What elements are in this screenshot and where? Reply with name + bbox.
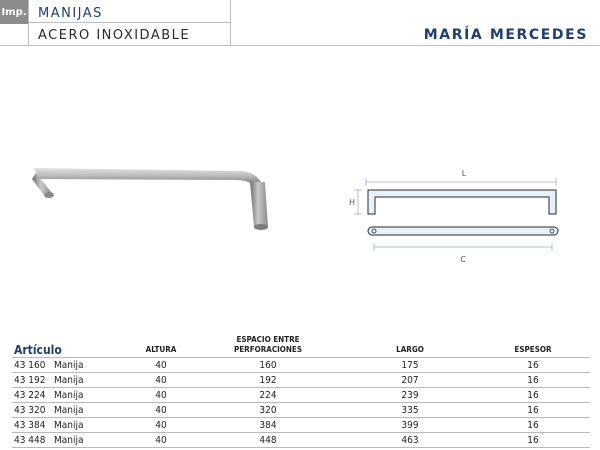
spacing-cell: 448 [192,433,344,448]
table-row [12,403,590,418]
article-code: 43 192 [14,374,46,386]
length-cell: 335 [344,403,476,418]
spec-table [12,335,590,448]
height-cell: 40 [130,433,192,448]
header-height: ALTURA [145,345,177,354]
length-cell: 463 [344,433,476,448]
table-row [12,358,590,373]
height-cell: 40 [130,403,192,418]
height-cell: 40 [130,418,192,433]
header-thickness: ESPESOR [514,345,552,354]
dimension-diagram [346,162,576,276]
header-divider-right [230,0,231,45]
article-code: 43 224 [14,389,46,401]
article-name: Manija [54,374,84,386]
article-name: Manija [54,434,84,446]
header-length: LARGO [396,345,424,354]
article-name: Manija [54,404,84,416]
imp-badge: Imp. [0,0,28,24]
article-cell [12,388,130,403]
article-code: 43 160 [14,359,46,371]
length-cell: 239 [344,388,476,403]
spacing-cell: 384 [192,418,344,433]
length-cell: 399 [344,418,476,433]
spacing-cell: 224 [192,388,344,403]
material-subtitle: ACERO INOXIDABLE [38,28,191,43]
handle-product-image [30,155,280,239]
thickness-cell: 16 [476,358,590,373]
article-cell [12,418,130,433]
header-spacing-line2: PERFORACIONES [233,345,303,354]
article-code: 43 384 [14,419,46,431]
height-cell: 40 [130,358,192,373]
thickness-cell: 16 [476,418,590,433]
table-row [12,418,590,433]
thickness-cell: 16 [476,388,590,403]
thickness-cell: 16 [476,403,590,418]
article-cell [12,433,130,448]
article-cell [12,373,130,388]
height-cell: 40 [130,388,192,403]
header-spacing-line1: ESPACIO ENTRE [236,335,300,344]
article-code: 43 448 [14,434,46,446]
dimension-label-h: H [348,198,356,207]
spacing-cell: 320 [192,403,344,418]
spacing-cell: 160 [192,358,344,373]
article-code: 43 320 [14,404,46,416]
header-divider-middle [28,22,230,23]
article-cell [12,403,130,418]
length-cell: 175 [344,358,476,373]
table-header-row [12,335,590,358]
table-row [12,433,590,448]
thickness-cell: 16 [476,373,590,388]
thickness-cell: 16 [476,433,590,448]
length-cell: 207 [344,373,476,388]
brand-name: MARÍA MERCEDES [423,27,588,43]
table-row [12,388,590,403]
article-name: Manija [54,359,84,371]
height-cell: 40 [130,373,192,388]
dimension-label-l: L [461,169,467,178]
header-spacing [192,335,344,358]
table-row [12,373,590,388]
article-cell [12,358,130,373]
spacing-cell: 192 [192,373,344,388]
article-name: Manija [54,419,84,431]
article-name: Manija [54,389,84,401]
dimension-label-c: C [460,255,466,264]
category-title: MANIJAS [38,6,103,21]
header-article: Artículo [14,343,62,357]
header-bottom-rule [0,45,600,46]
